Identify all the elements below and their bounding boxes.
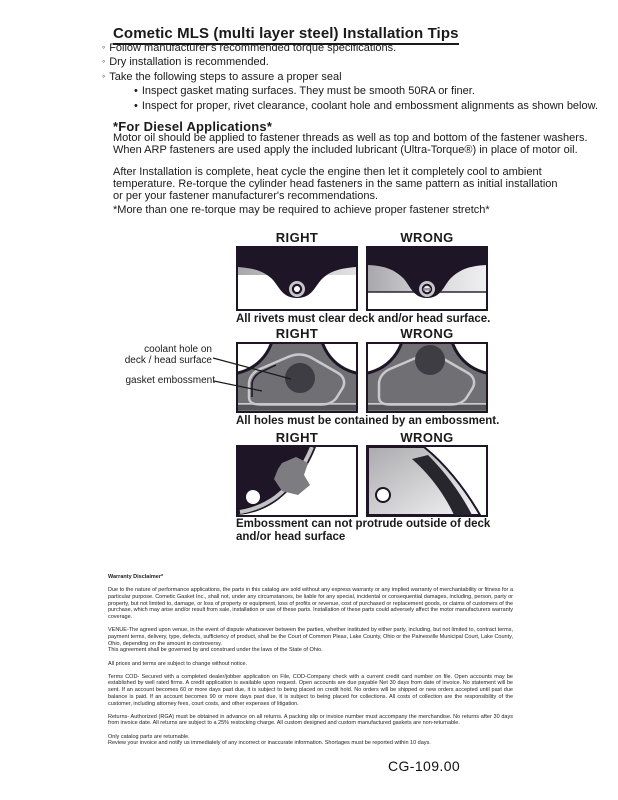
row1-right-label: RIGHT [275, 230, 319, 245]
diesel-section-heading: *For Diesel Applications* [113, 119, 273, 134]
row2-wrong-label: WRONG [400, 326, 454, 341]
list-item: ◦ Dry installation is recommended. [102, 55, 598, 69]
row2-caption: All holes must be contained by an embossment. [236, 415, 500, 427]
installation-tips-list [102, 41, 598, 113]
review-line: Review your invoice and notify us immediately of any incorrect or inaccurate information. Shortages must be reported within 10 days. [108, 740, 431, 747]
diesel-paragraph-1: Motor oil should be applied to fastener threads as well as top and bottom of the fastener washers. When ARP fasteners are used apply the included lubricant (Ultra-Torque®) in place of motor oil. [113, 132, 588, 156]
row1-caption: All rivets must clear deck and/or head surface. [236, 313, 491, 325]
annotation-leader-lines [210, 352, 295, 394]
gasket-embossment-annotation: gasket embossment [125, 375, 215, 386]
diesel-paragraph-2: After Installation is complete, heat cycle the engine then let it completely cool to ambient temperature. Re-torque the cylinder head fasteners in the same pattern as initial installation or per your fastener manufacturer's recommendations. [113, 166, 558, 202]
page-number: CG-109.00 [388, 758, 461, 774]
rivet-wrong-diagram [366, 246, 488, 311]
rivet-right-diagram [236, 246, 358, 311]
terms-paragraph: Terms COD- Secured with a completed dealer/jobber application on File, COD-Company check with a current credit card number on file. Open accounts may be established by well rated firms. A credit application is available upon request. Open accounts are due payable Net 30 days from date of invoice. No statement will be sent. If an account becomes 60 or more days past due, it is subject to being placed on credit hold. No orders will be shipped or new orders accepted until past due balance is paid. If an account becomes 90 or more days past due, it is subject to being placed for collections. All costs of collection are the responsibility of the customer, including attorney fees, court costs, and other expenses of litigation. [108, 673, 513, 707]
list-item: • Inspect gasket mating surfaces. They must be smooth 50RA or finer. [134, 84, 598, 98]
warranty-disclaimer [108, 574, 513, 747]
row1-wrong-label: WRONG [400, 230, 454, 245]
list-item: ◦ Follow manufacturer's recommended torque specifications. [102, 41, 598, 55]
catalog-line: Only catalog parts are returnable. [108, 733, 190, 740]
prices-line: All prices and terms are subject to change without notice. [108, 660, 248, 667]
venue-paragraph: VENUE-The agreed upon venue, in the event of dispute whatsoever between the parties, whether instituted by either party, including, but not limited to, contract terms, payment terms, delivery, type, defects, sufficiency of product, shall be the Court of Common Pleas, Lake County, Ohio or the Painesville Municipal Court, Lake County, Ohio, depending on the amount in controversy. [108, 627, 513, 647]
protrusion-wrong-diagram [366, 445, 488, 517]
warranty-heading: Warranty Disclaimer* [108, 574, 164, 580]
coolant-hole-annotation: coolant hole on deck / head surface [124, 344, 212, 366]
warranty-paragraph: Due to the nature of performance applications, the parts in this catalog are sold without any express warranty or any implied warranty of merchantability or fitness for a particular purpose. Cometic Gasket Inc., shall not, under any circumstances, be liable for any special, incidental or consequential damages, including, person, party or property, but not limited to, damage, or loss of property or equipment, loss of profits or revenue, cost of purchased or replacement goods, or claims of customers of the purchase, which may arise and/or result from sale, installation or use of these parts. Installation of these parts could adversely affect the motor manufacturers warranty coverage. [108, 587, 513, 621]
embossment-wrong-diagram [366, 342, 488, 413]
row2-right-label: RIGHT [275, 326, 319, 341]
list-item: ◦ Take the following steps to assure a proper seal [102, 70, 598, 84]
governed-line: This agreement shall be governed by and construed under the laws of the State of Ohio. [108, 647, 323, 654]
protrusion-right-diagram [236, 445, 358, 517]
retorque-note: *More than one re-torque may be required to achieve proper fastener stretch* [113, 204, 490, 216]
page-title: Cometic MLS (multi layer steel) Installation Tips [113, 25, 459, 45]
list-item: • Inspect for proper, rivet clearance, coolant hole and embossment alignments as shown below. [134, 99, 598, 113]
returns-paragraph: Returns- Authorized (RGA) must be obtained in advance on all returns. A packing slip or invoice number must accompany the merchandise. No returns after 30 days from invoice date. All returns are subject to a 25% restocking charge. All custom designed and custom manufactured gaskets are non-returnable. [108, 713, 513, 727]
row3-wrong-label: WRONG [400, 430, 454, 445]
row3-caption: Embossment can not protrude outside of deck and/or head surface [236, 518, 491, 543]
row3-right-label: RIGHT [275, 430, 319, 445]
